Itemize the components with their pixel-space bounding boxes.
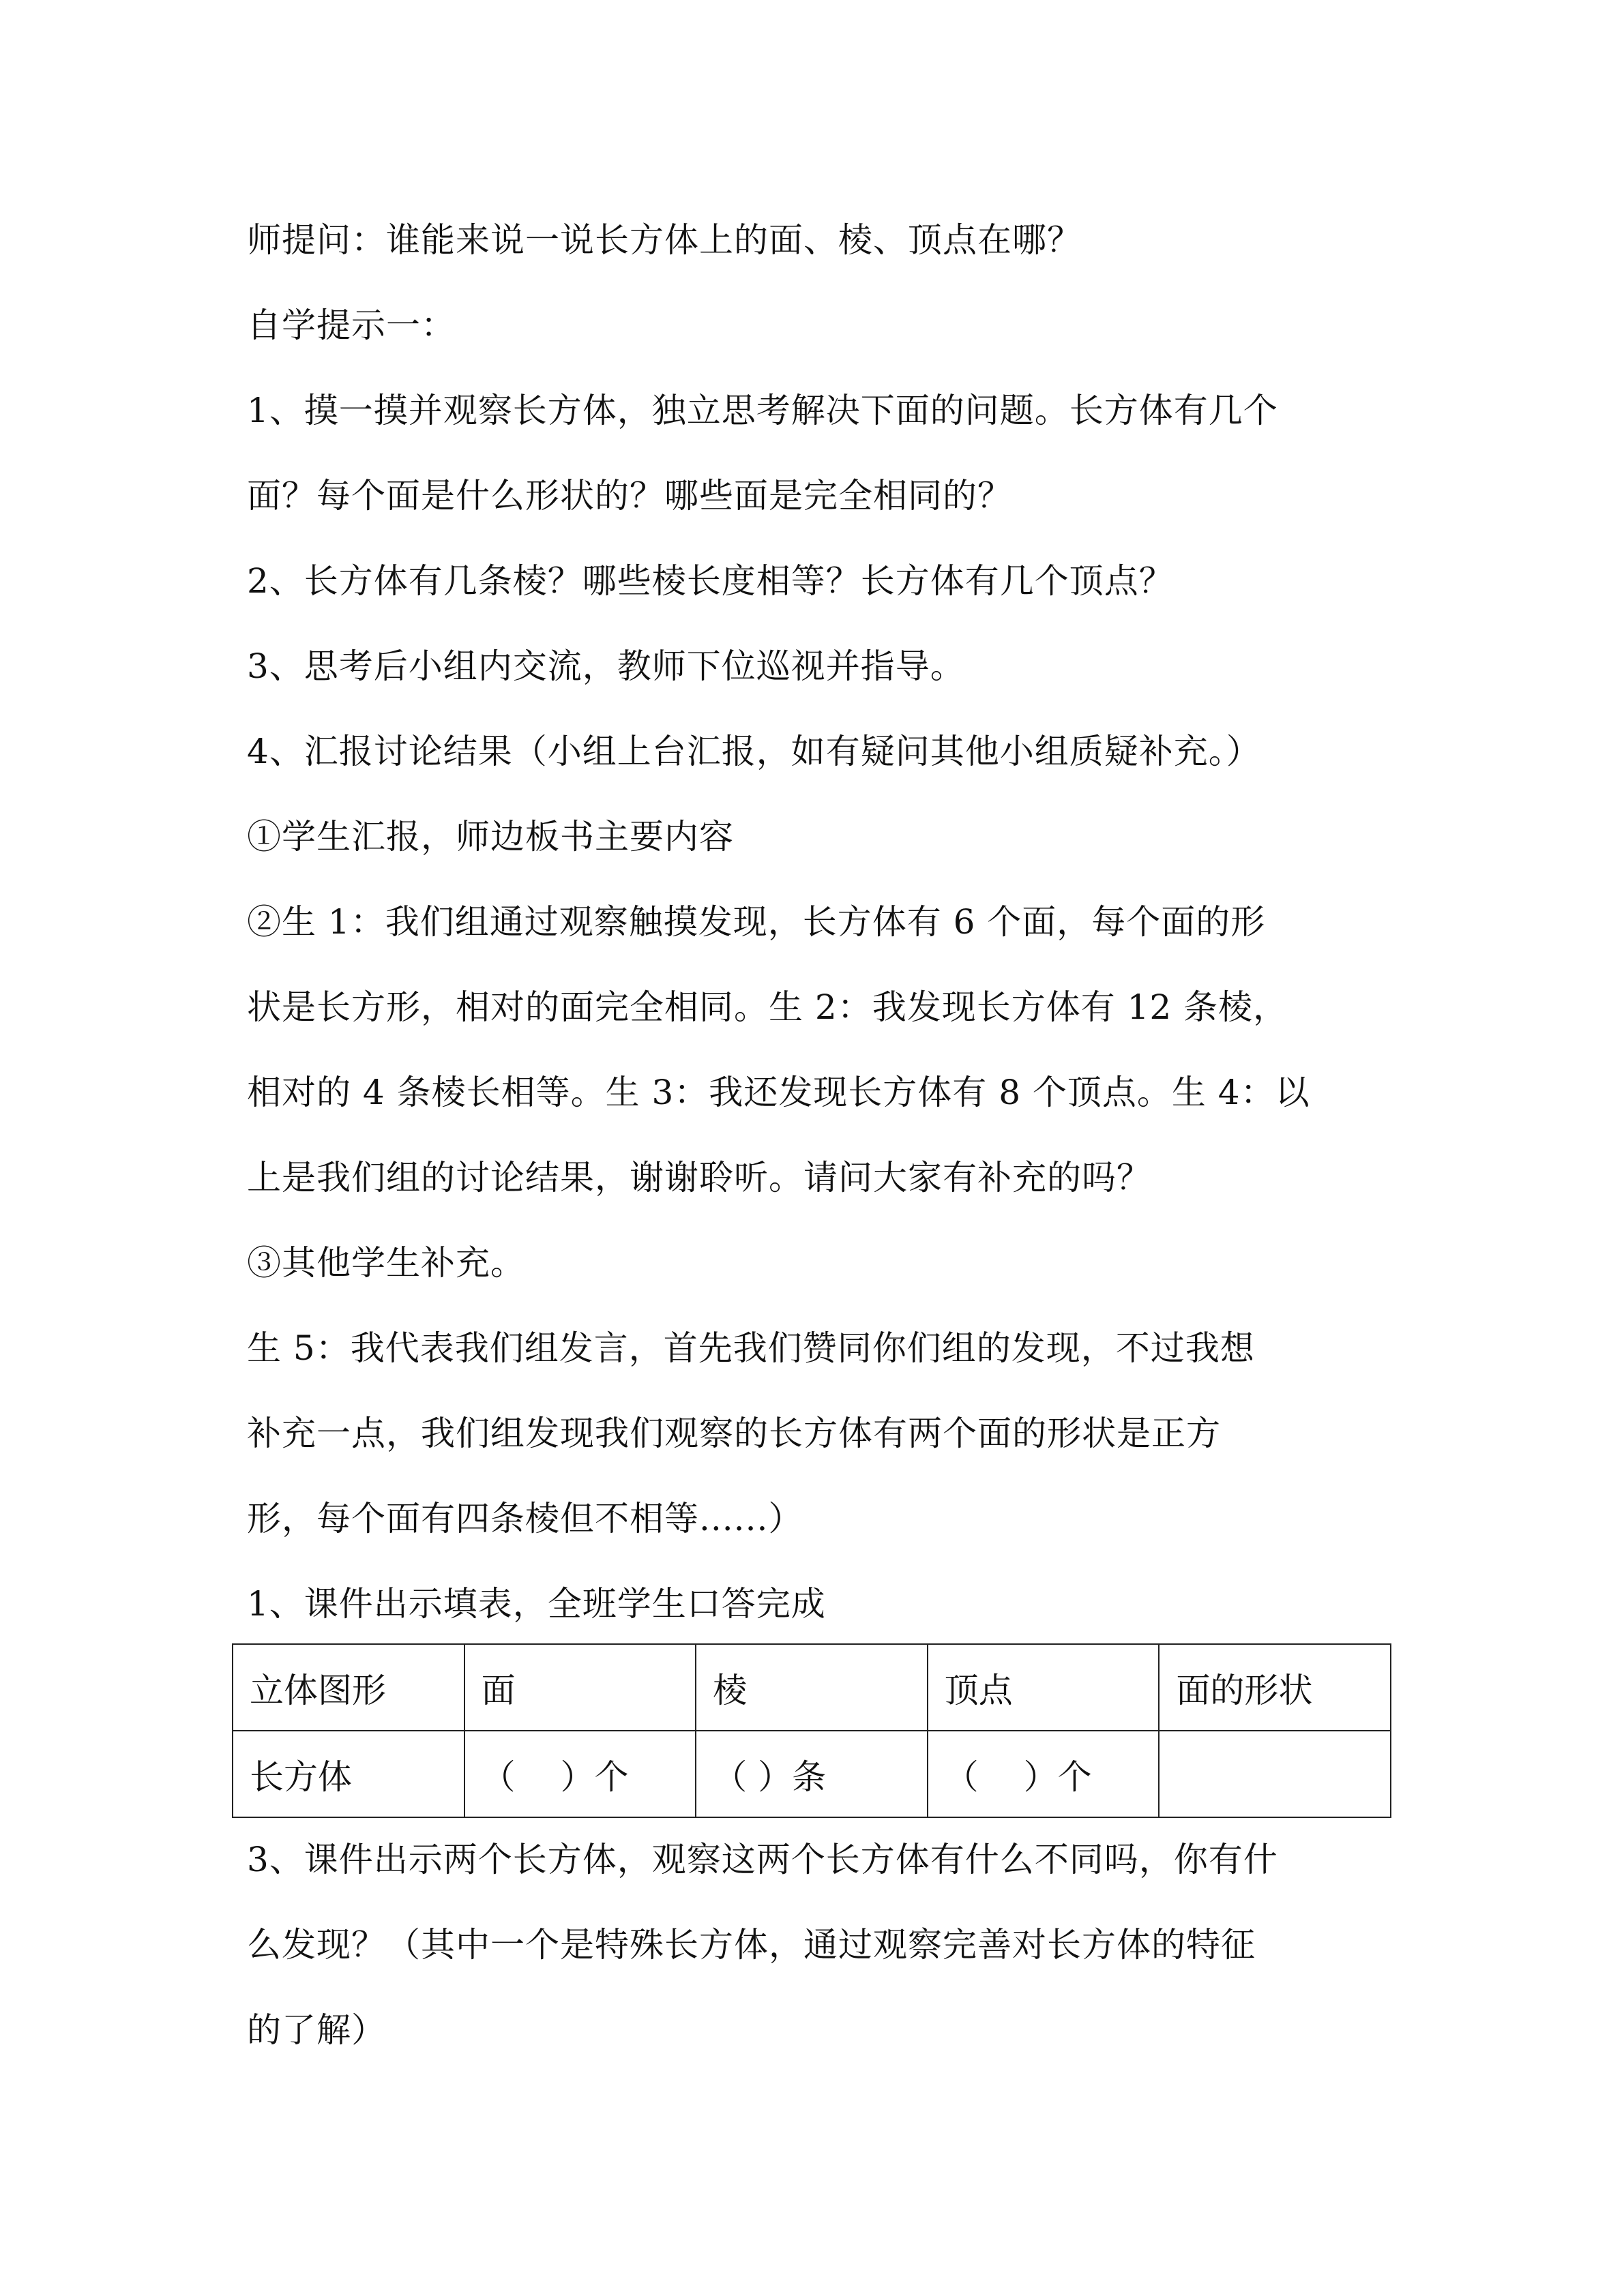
paragraph-line: 面？每个面是什么形状的？哪些面是完全相同的？	[247, 476, 1012, 516]
table-header-cell: 面的形状	[1159, 1644, 1391, 1731]
paragraph-line: 么发现？（其中一个是特殊长方体，通过观察完善对长方体的特征	[247, 1925, 1256, 1965]
paragraph-line: 1、课件出示填表，全班学生口答完成	[247, 1584, 826, 1624]
paragraph-line: 3、课件出示两个长方体，观察这两个长方体有什么不同吗，你有什	[247, 1840, 1278, 1879]
paragraph-line: ①学生汇报，师边板书主要内容	[247, 817, 734, 856]
paragraph-line: 补充一点，我们组发现我们观察的长方体有两个面的形状是正方	[247, 1414, 1221, 1453]
fill-in-table	[232, 1643, 1391, 1818]
table-header-cell: 面	[464, 1644, 696, 1731]
paragraph-line: 相对的 4 条棱长相等。生 3：我还发现长方体有 8 个顶点。生 4：以	[247, 1073, 1310, 1112]
paragraph-line: 的了解）	[247, 2010, 386, 2050]
paragraph-line: 上是我们组的讨论结果，谢谢聆听。请问大家有补充的吗？	[247, 1158, 1151, 1197]
table-header-cell: 棱	[696, 1644, 928, 1731]
table-cell: （ ）个	[464, 1731, 696, 1817]
table-header-cell: 立体图形	[233, 1644, 464, 1731]
table-cell: （ ）条	[696, 1731, 928, 1817]
paragraph-line: ③其他学生补充。	[247, 1243, 525, 1283]
table-cell: （ ）个	[928, 1731, 1160, 1817]
table-cell: 长方体	[233, 1731, 464, 1817]
paragraph-line: 生 5：我代表我们组发言，首先我们赞同你们组的发现，不过我想	[247, 1328, 1255, 1368]
table-row	[233, 1731, 1391, 1817]
paragraph-line: 2、长方体有几条棱？哪些棱长度相等？长方体有几个顶点？	[247, 561, 1174, 601]
paragraph-line: 师提问：谁能来说一说长方体上的面、棱、顶点在哪？	[247, 220, 1082, 260]
table-header-row	[233, 1644, 1391, 1731]
paragraph-line: 1、摸一摸并观察长方体，独立思考解决下面的问题。长方体有几个	[247, 391, 1278, 430]
table-header-cell: 顶点	[928, 1644, 1160, 1731]
paragraph-line: ②生 1：我们组通过观察触摸发现，长方体有 6 个面，每个面的形	[247, 902, 1266, 942]
table-cell	[1159, 1731, 1391, 1817]
paragraph-line: 形，每个面有四条棱但不相等......）	[247, 1499, 803, 1538]
paragraph-line: 自学提示一：	[247, 305, 456, 345]
paragraph-line: 3、思考后小组内交流，教师下位巡视并指导。	[247, 646, 965, 686]
paragraph-line: 4、汇报讨论结果（小组上台汇报，如有疑问其他小组质疑补充。）	[247, 732, 1261, 771]
paragraph-line: 状是长方形，相对的面完全相同。生 2：我发现长方体有 12 条棱，	[247, 987, 1288, 1027]
